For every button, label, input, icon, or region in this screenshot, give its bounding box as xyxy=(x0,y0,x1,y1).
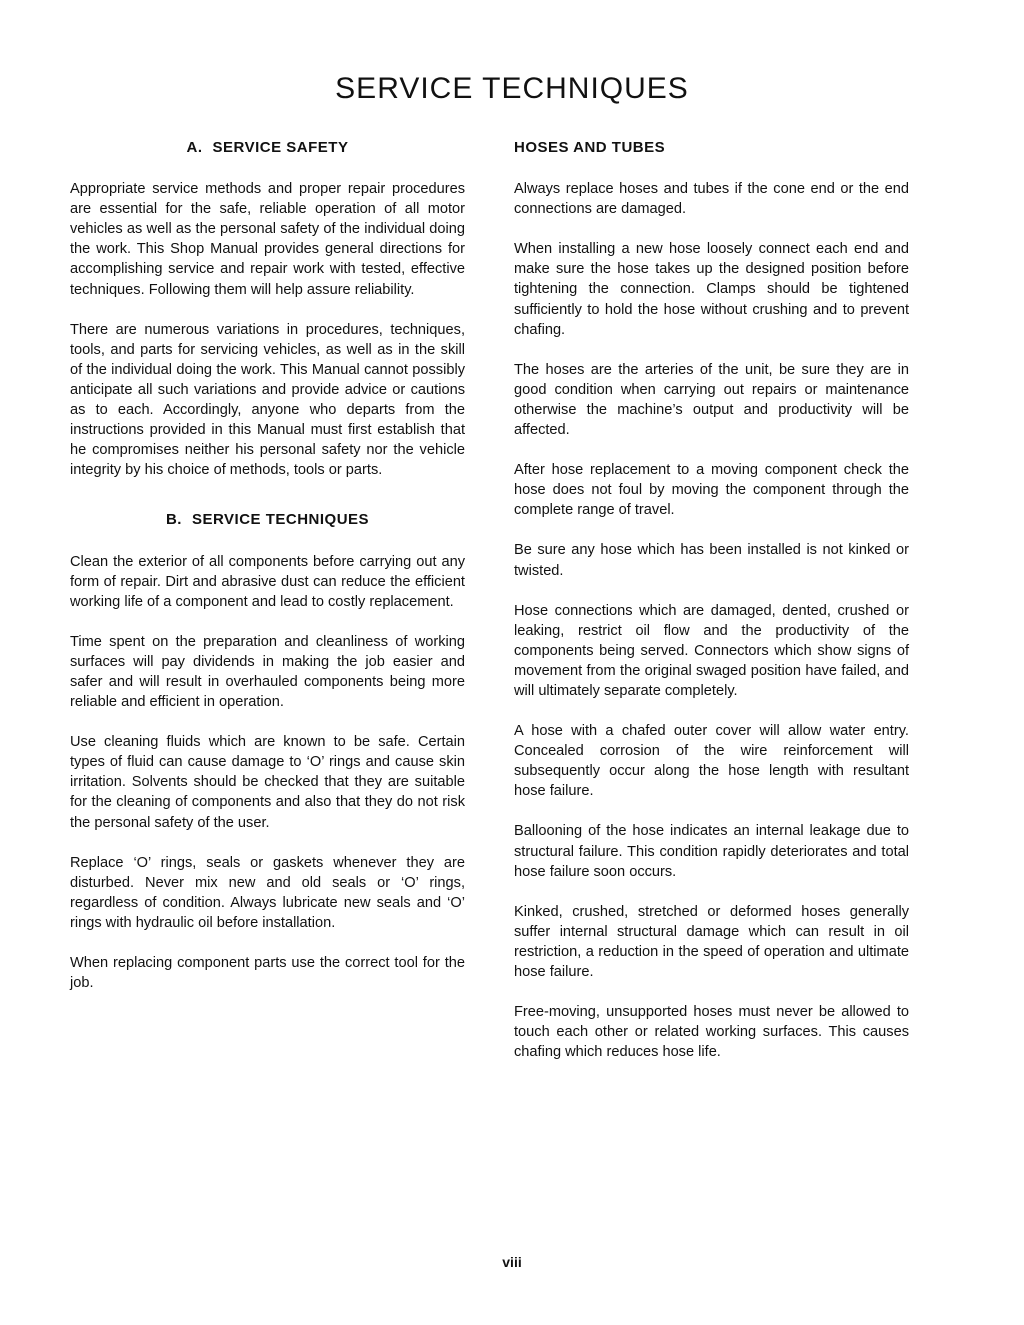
hoses-and-tubes-heading: HOSES AND TUBES xyxy=(514,139,666,156)
section-a-letter: A. xyxy=(186,139,203,156)
section-a-title: SERVICE SAFETY xyxy=(212,139,349,156)
hoses-paragraph: Be sure any hose which has been installed is not kinked or twisted. xyxy=(514,542,909,579)
page-number: viii xyxy=(502,1254,522,1270)
section-a-heading xyxy=(70,138,465,158)
section-b-paragraph: Time spent on the preparation and cleanliness of working surfaces will pay dividends in making the job easier and safer and will result in overhauled components being more reliable and efficient in operation. xyxy=(70,633,465,711)
section-b-title: SERVICE TECHNIQUES xyxy=(191,511,370,529)
section-b-paragraph: Use cleaning fluids which are known to be safe. Certain types of fluid can cause damage to ‘O’ rings and cause skin irritation. Solvents should be checked that they are suitable for the cleaning of components and also that they do not risk the personal safety of the user. xyxy=(70,734,465,831)
section-b-heading xyxy=(70,510,465,530)
hoses-paragraph: The hoses are the arteries of the unit, be sure they are in good condition when carrying out repairs or maintenance otherwise the machine’s output and productivity will be affected. xyxy=(514,361,909,439)
page-title: SERVICE TECHNIQUES xyxy=(335,72,689,105)
section-b-paragraph: When replacing component parts use the correct tool for the job. xyxy=(70,955,465,992)
hoses-paragraph: Ballooning of the hose indicates an internal leakage due to structural failure. This condition rapidly deteriorates and total hose failure soon occurs. xyxy=(514,823,909,880)
hoses-paragraph: When installing a new hose loosely connect each end and make sure the hose takes up the designed position before tightening the connection. Clamps should be tightened sufficiently to hold the hose without crushing and to prevent chafing. xyxy=(514,241,909,338)
section-a-paragraph: There are numerous variations in procedures, techniques, tools, and parts for servicing vehicles, as well as in the skill of the individual doing the work. This Manual cannot possibly anticipate all such variations and provide advice or cautions as to each. Accordingly, anyone who departs from the instructions provided in this Manual must first establish that he compromises neither his personal safety nor the vehicle integrity by his choice of methods, tools or parts. xyxy=(70,321,465,479)
hoses-paragraph: Hose connections which are damaged, dented, crushed or leaking, restrict oil flow and the productivity of the components being served. Connectors which show signs of movement from the original swaged position have failed, and will ultimately separate completely. xyxy=(514,602,909,699)
hoses-paragraph: After hose replacement to a moving component check the hose does not foul by moving the component through the complete range of travel. xyxy=(514,462,909,519)
section-b-letter: B. xyxy=(165,511,182,529)
right-column xyxy=(514,138,909,1082)
hoses-paragraph: A hose with a chafed outer cover will allow water entry. Concealed corrosion of the wire reinforcement will subsequently occur along the hose length with resultant hose failure. xyxy=(514,723,909,800)
section-a-paragraph: Appropriate service methods and proper repair procedures are essential for the safe, reliable operation of all motor vehicles as well as the personal safety of the individual doing the work. This Shop Manual provides general directions for accomplishing service and repair work with tested, effective techniques. Following them will help assure reliability. xyxy=(70,181,465,298)
hoses-paragraph: Kinked, crushed, stretched or deformed hoses generally suffer internal structural damage which can result in oil restriction, a reduction in the speed of operation and ultimate hose failure. xyxy=(514,903,909,980)
hoses-paragraph: Free-moving, unsupported hoses must never be allowed to touch each other or related working surfaces. This causes chafing which reduces hose life. xyxy=(514,1004,909,1061)
section-b-paragraph: Clean the exterior of all components before carrying out any form of repair. Dirt and abrasive dust can reduce the efficient working life of a component and lead to costly replacement. xyxy=(70,553,465,610)
hoses-paragraph: Always replace hoses and tubes if the cone end or the end connections are damaged. xyxy=(514,181,909,218)
section-b-paragraph: Replace ‘O’ rings, seals or gaskets whenever they are disturbed. Never mix new and old seals or ‘O’ rings, regardless of condition. Always lubricate new seals and ‘O’ rings with hydraulic oil before installation. xyxy=(70,854,465,931)
left-column xyxy=(70,138,465,1013)
